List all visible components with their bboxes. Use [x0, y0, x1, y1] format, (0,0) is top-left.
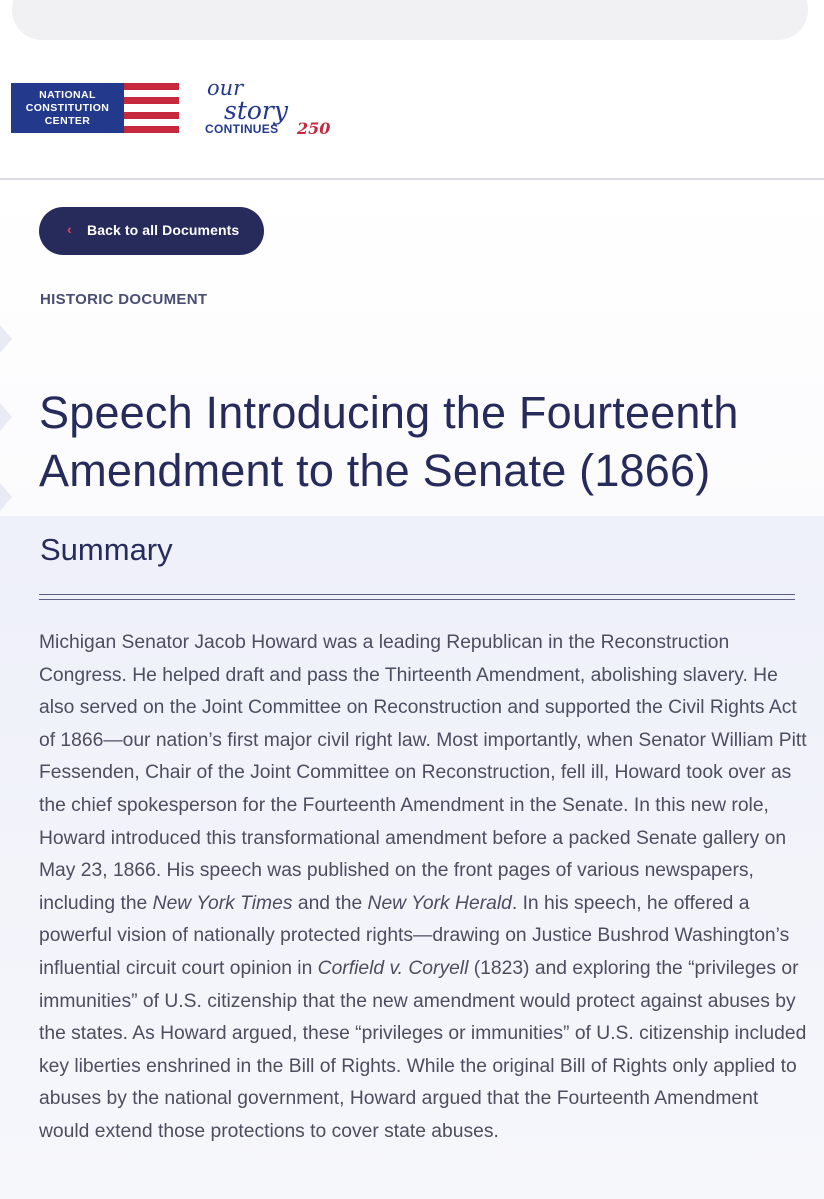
logo-continues-text: CONTINUES — [205, 122, 279, 136]
back-button-label: Back to all Documents — [87, 222, 240, 238]
flag-stripe — [124, 83, 179, 90]
summary-text-run: (1823) and exploring the “privileges or immunities” of U.S. citizenship that the new amendment would protect against abuses by the states. As Howard argued, these “privileges or immunities” of U.S. citizenship included key liberties enshrined in the Bill of Rights. While the original Bill of Rights only applied to abuses by the national government, Howard argued that the Fourteenth Amendment would extend those protections to cover state abuses. — [39, 957, 807, 1142]
decorative-edge-shapes — [0, 325, 14, 515]
ncc-logo-line: CONSTITUTION — [25, 102, 110, 114]
summary-divider — [39, 599, 795, 600]
ncc-logo-wordmark — [11, 83, 124, 133]
flag-stripe — [124, 126, 179, 133]
ncc-logo-line: NATIONAL — [39, 89, 96, 101]
summary-text-run: . In his speech, he offered a powerful vision of nationally protected rights—drawing on Justice Bushrod Washington’s influential circuit court opinion in — [39, 892, 790, 979]
flag-stripe — [124, 97, 179, 104]
flag-stripe — [124, 112, 179, 119]
logo-our-text: our — [207, 76, 244, 100]
newspaper-title: New York Times — [152, 892, 293, 914]
case-name: Corfield v. Coryell — [317, 957, 469, 979]
newspaper-title: New York Herald — [367, 892, 512, 914]
logo-250-text: 250 — [297, 119, 331, 138]
ncc-logo-line: CENTER — [44, 115, 91, 127]
summary-text-run: and the — [292, 892, 368, 914]
logo-story-text: story — [224, 96, 289, 125]
our-story-continues-250-logo[interactable] — [202, 76, 332, 142]
summary-divider — [39, 594, 795, 595]
back-to-all-documents-button[interactable] — [39, 207, 264, 255]
summary-paragraph — [39, 627, 809, 1149]
summary-heading: Summary — [40, 532, 173, 567]
page-title: Speech Introducing the Fourteenth Amendment to the Senate (1866) — [39, 387, 739, 496]
summary-text-run: Michigan Senator Jacob Howard was a leading Republican in the Reconstruction Congress. He helped draft and pass the Thirteenth Amendment, abolishing slavery. He also served on the Joint Committee on Reconstruction and supported the Civil Rights Act of 1866—our nation’s first major civil right law. Most importantly, when Senator William Pitt Fessenden, Chair of the Joint Committee on Reconstruction, fell ill, Howard took over as the chief spokesperson for the Fourteenth Amendment in the Senate. In this new role, Howard introduced this transformational amendment before a packed Senate gallery on May 23, 1866. His speech was published on the front pages of various newspapers, including the — [39, 632, 807, 914]
browser-url-bar[interactable] — [12, 0, 808, 40]
chevron-left-icon: ‹ — [67, 221, 72, 237]
document-type-label: HISTORIC DOCUMENT — [40, 291, 208, 308]
national-constitution-center-logo[interactable] — [11, 83, 179, 133]
